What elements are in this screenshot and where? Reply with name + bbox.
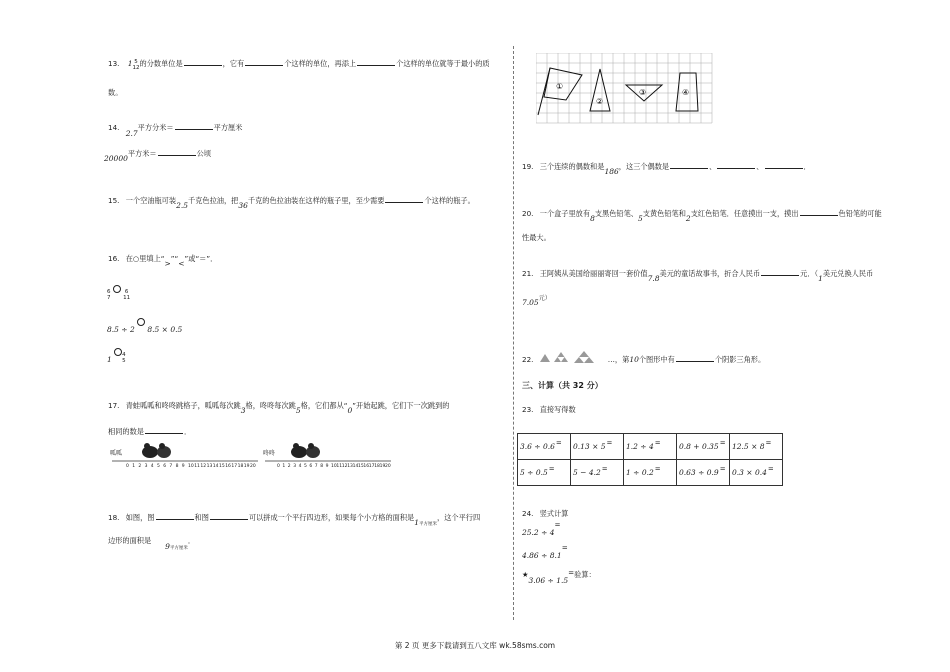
q18-text-4: ，这个平行四 bbox=[437, 513, 481, 522]
q23-title: 直接写得数 bbox=[539, 405, 576, 414]
q18-blank-1[interactable] bbox=[156, 511, 194, 520]
number-line-tick: 2 bbox=[138, 464, 142, 469]
frog-icon bbox=[138, 440, 178, 460]
q13-text-1: 的分数单位是 bbox=[139, 59, 183, 68]
q22-text-3: 个阴影三角形。 bbox=[714, 355, 766, 364]
q24-expr-3 bbox=[522, 568, 596, 585]
q14-number: 14. bbox=[108, 123, 120, 132]
table-row bbox=[518, 434, 783, 460]
calc-expr: 12.5 × 8 bbox=[732, 442, 765, 451]
number-line-tick: 19 bbox=[379, 464, 386, 469]
q16-fraction-c bbox=[122, 352, 126, 364]
q13-frac-denominator: 12 bbox=[132, 65, 140, 71]
q20-text-3: 支黄色铅笔和 bbox=[642, 209, 686, 218]
mental-math-table bbox=[517, 433, 783, 486]
q17-text-4: ”开始起跳，它们下一次跳到的 bbox=[352, 401, 450, 410]
q16-compare-circle-2[interactable] bbox=[137, 318, 145, 326]
q22-value: 10 bbox=[629, 355, 639, 364]
calc-eq: = bbox=[767, 465, 774, 473]
q20-text-6: 性最大。 bbox=[522, 233, 551, 242]
q21-text-1: 王阿姨从美国给丽丽寄回一套价值 bbox=[539, 269, 648, 278]
calc-cell[interactable] bbox=[624, 434, 677, 460]
calc-expr: 0.63 ÷ 0.9 bbox=[679, 468, 719, 477]
q24-expr-1 bbox=[522, 520, 561, 537]
grid-shapes-figure bbox=[536, 53, 716, 125]
q20-value-2: 5 bbox=[637, 214, 643, 223]
calc-eq: = bbox=[765, 439, 772, 447]
q18-text-1: 如图，图 bbox=[125, 513, 155, 522]
q16-r1a-numerator: 6 bbox=[107, 289, 111, 295]
q16-r1a-denominator: 7 bbox=[107, 295, 111, 301]
question-16 bbox=[108, 254, 218, 268]
q16-compare-row-3 bbox=[107, 348, 126, 364]
calc-cell[interactable] bbox=[624, 460, 677, 486]
q24-expr-2-text: 4.86 ÷ 8.1 bbox=[522, 551, 562, 560]
q13-blank-2[interactable] bbox=[245, 57, 283, 66]
q16-compare-row-1 bbox=[107, 285, 130, 301]
question-22 bbox=[522, 351, 765, 365]
q21-number: 21. bbox=[522, 269, 534, 278]
question-20 bbox=[522, 207, 882, 223]
q16-r1b-numerator: 6 bbox=[124, 289, 129, 295]
number-line-tick: 17 bbox=[368, 464, 375, 469]
calc-cell[interactable] bbox=[571, 460, 624, 486]
q20-value-3: 2 bbox=[685, 214, 691, 223]
q19-blank-3[interactable] bbox=[765, 160, 803, 169]
question-14-line-2 bbox=[104, 147, 212, 163]
calc-cell[interactable] bbox=[677, 460, 730, 486]
q24-eq-3: = bbox=[568, 568, 575, 577]
q24-title: 竖式计算 bbox=[539, 509, 569, 518]
frog-label-dongdong: 咚咚 bbox=[263, 450, 276, 457]
q19-value: 186 bbox=[604, 167, 619, 176]
question-19 bbox=[522, 160, 811, 176]
page-footer: 第 2 页 更多下载请到五八文库 wk.58sms.com bbox=[394, 641, 556, 650]
q16-r3b-denominator: 5 bbox=[122, 358, 126, 364]
calc-eq: = bbox=[548, 465, 555, 473]
calc-expr: 0.8 + 0.35 bbox=[679, 442, 719, 451]
q13-mixed-whole: 1 bbox=[127, 59, 133, 68]
number-line-tick: 11 bbox=[336, 464, 343, 469]
q13-fraction bbox=[133, 59, 140, 71]
calc-eq: = bbox=[654, 439, 661, 447]
number-line-tick: 7 bbox=[169, 464, 173, 469]
q15-text-2: 千克色拉油，把 bbox=[188, 196, 239, 205]
number-line-tick: 1 bbox=[132, 464, 136, 469]
q18-text-5: 边形的面积是 bbox=[108, 536, 152, 545]
table-row bbox=[518, 460, 783, 486]
q19-number: 19. bbox=[522, 162, 534, 171]
number-line-tick: 11 bbox=[194, 464, 200, 469]
q13-text-2: ，它有 bbox=[222, 59, 245, 68]
section-3-title: 三、计算（共 32 分） bbox=[522, 381, 603, 390]
q17-number: 17. bbox=[108, 401, 120, 410]
calc-expr: 5 − 4.2 bbox=[573, 468, 601, 477]
q16-text-3: ”或“＝”． bbox=[184, 254, 218, 263]
q16-symbol-lt: < bbox=[178, 259, 185, 268]
q20-text-1: 一个盒子里放有 bbox=[539, 209, 591, 218]
q21-text-4: 美元兑换人民币 bbox=[822, 269, 874, 278]
q19-blank-2[interactable] bbox=[717, 160, 755, 169]
number-line-tick: 1 bbox=[282, 464, 286, 469]
q16-fraction-a bbox=[107, 289, 111, 301]
number-line-tick: 4 bbox=[150, 464, 154, 469]
q19-blank-1[interactable] bbox=[670, 160, 708, 169]
number-line-tick: 17 bbox=[231, 464, 238, 469]
q17-blank[interactable] bbox=[145, 425, 183, 434]
q17-text-2: 格，咚咚每次跳 bbox=[245, 401, 296, 410]
frog-number-line-1 bbox=[110, 440, 260, 480]
q14-blank-2[interactable] bbox=[158, 147, 196, 156]
q16-number: 16. bbox=[108, 254, 120, 263]
number-line-tick: 7 bbox=[314, 464, 318, 469]
calc-expr: 1 ÷ 0.2 bbox=[626, 468, 654, 477]
question-18 bbox=[108, 511, 480, 525]
q16-compare-circle-3[interactable] bbox=[114, 348, 122, 356]
calc-expr: 0.3 × 0.4 bbox=[732, 468, 767, 477]
number-line-tick: 6 bbox=[309, 464, 313, 469]
q22-number: 22. bbox=[522, 355, 534, 364]
q15-blank[interactable] bbox=[385, 194, 423, 203]
q17-text-3: 格，它们都从“ bbox=[300, 401, 348, 410]
q24-expr-1-text: 25.2 ÷ 4 bbox=[522, 528, 555, 537]
q14-blank-1[interactable] bbox=[175, 121, 213, 130]
number-line-tick: 15 bbox=[219, 464, 225, 469]
calc-expr: 1.2 ÷ 4 bbox=[626, 442, 654, 451]
q21-text-2: 美元的童话故事书，折合人民币 bbox=[659, 269, 761, 278]
triangle-pattern-figure bbox=[536, 351, 608, 365]
q13-blank-1[interactable] bbox=[184, 57, 222, 66]
question-17 bbox=[108, 401, 450, 415]
q13-text-3: 个这样的单位，再添上 bbox=[284, 59, 357, 68]
question-13 bbox=[108, 57, 490, 71]
question-21 bbox=[522, 267, 874, 283]
q20-text-5: 色铅笔的可能 bbox=[838, 209, 882, 218]
q17-value-2: 5 bbox=[295, 406, 301, 415]
number-line-tick: 12 bbox=[341, 464, 348, 469]
number-line-tick: 14 bbox=[212, 464, 219, 469]
number-line-tick: 5 bbox=[304, 464, 307, 469]
question-15 bbox=[108, 194, 475, 210]
q16-r3-left: 1 bbox=[107, 355, 112, 364]
q24-expr-3-text: 3.06 ÷ 1.5 bbox=[528, 576, 569, 585]
q20-value-1: 8 bbox=[590, 214, 595, 223]
number-line-tick: 8 bbox=[320, 464, 324, 469]
q14-text-3: 平方米＝ bbox=[127, 149, 157, 158]
q24-expr-2 bbox=[522, 543, 568, 560]
calc-expr: 0.13 × 5 bbox=[573, 442, 606, 451]
shape-label-4: ④ bbox=[682, 88, 690, 97]
q22-text-2: 个图形中有 bbox=[638, 355, 675, 364]
q16-compare-row-2 bbox=[107, 318, 183, 334]
q20-blank[interactable] bbox=[800, 207, 838, 216]
q16-r2-right: 8.5 × 0.5 bbox=[147, 325, 183, 334]
q15-value-1: 2.5 bbox=[176, 201, 188, 210]
number-line-tick: 20 bbox=[250, 464, 256, 469]
calc-cell[interactable] bbox=[730, 434, 783, 460]
calc-eq: = bbox=[555, 439, 562, 447]
question-24 bbox=[522, 509, 569, 519]
q17-value-1: 3 bbox=[240, 406, 246, 415]
frog-number-line-2 bbox=[263, 440, 393, 480]
calc-eq: = bbox=[719, 465, 726, 473]
number-line-tick: 20 bbox=[385, 464, 391, 469]
calc-eq: = bbox=[606, 439, 613, 447]
q18-value-2: 9 bbox=[165, 542, 170, 551]
number-line-tick: 0 bbox=[126, 464, 129, 469]
calc-cell[interactable] bbox=[677, 434, 730, 460]
number-line-tick: 14 bbox=[352, 464, 359, 469]
calc-cell[interactable] bbox=[571, 434, 624, 460]
q15-text-4: 个这样的瓶子。 bbox=[424, 196, 475, 205]
q20-number: 20. bbox=[522, 209, 534, 218]
q19-text-3: ． bbox=[803, 162, 811, 171]
question-23 bbox=[522, 405, 576, 415]
question-14-line-1 bbox=[108, 121, 243, 138]
number-line-tick: 5 bbox=[157, 464, 160, 469]
number-line-tick: 3 bbox=[144, 464, 148, 469]
q21-text-3: 元．（ bbox=[800, 269, 819, 278]
q21-value-2: 1 bbox=[818, 274, 823, 283]
number-line-tick: 0 bbox=[277, 464, 280, 469]
q15-text-3: 千克的色拉油装在这样的瓶子里，至少需要 bbox=[247, 196, 385, 205]
number-line-tick: 16 bbox=[225, 464, 231, 469]
q17-line-2 bbox=[108, 425, 191, 437]
q17-value-3: 0 bbox=[347, 406, 353, 415]
number-line-tick: 9 bbox=[181, 464, 185, 469]
q24-eq-2: = bbox=[561, 543, 568, 552]
number-line-tick: 10 bbox=[188, 464, 194, 469]
number-line-tick: 16 bbox=[363, 464, 370, 469]
number-line-tick: 8 bbox=[175, 464, 179, 469]
number-line-tick: 6 bbox=[163, 464, 167, 469]
q18-text-6: ． bbox=[187, 536, 196, 545]
q19-sep-1: 、 bbox=[709, 162, 717, 171]
q16-compare-circle-1[interactable] bbox=[113, 285, 121, 293]
number-line-tick: 9 bbox=[325, 464, 329, 469]
number-line-tick: 13 bbox=[347, 464, 353, 469]
q13-blank-3[interactable] bbox=[357, 57, 395, 66]
q16-r1b-denominator: 11 bbox=[123, 295, 131, 301]
q15-number: 15. bbox=[108, 196, 120, 205]
calc-cell[interactable] bbox=[730, 460, 783, 486]
number-line-tick: 15 bbox=[358, 464, 364, 469]
q13-number: 13. bbox=[108, 59, 120, 68]
q21-text-5: 元） bbox=[538, 295, 551, 302]
q21-value-1: 7.8 bbox=[647, 274, 660, 283]
q18-text-2: 和图 bbox=[194, 513, 209, 522]
q16-r2-left: 8.5 ÷ 2 bbox=[107, 325, 135, 334]
q19-text-1: 三个连续的偶数和是 bbox=[539, 162, 605, 171]
number-line-tick: 13 bbox=[206, 464, 213, 469]
number-line-tick: 2 bbox=[287, 464, 291, 469]
q14-text-1: 平方分米＝ bbox=[137, 123, 174, 132]
frog-icon-2 bbox=[287, 440, 327, 460]
q14-text-2: 平方厘米 bbox=[213, 123, 243, 132]
q17-text-6: ． bbox=[183, 427, 192, 436]
q16-fraction-b bbox=[123, 289, 130, 301]
number-line-tick: 18 bbox=[374, 464, 380, 469]
q21-blank[interactable] bbox=[761, 267, 799, 276]
number-line-tick: 10 bbox=[331, 464, 337, 469]
q24-eq-1: = bbox=[554, 520, 561, 529]
q22-text-1: …，第 bbox=[607, 355, 630, 364]
calc-eq: = bbox=[719, 439, 726, 447]
q13-text-5: 数。 bbox=[108, 88, 123, 97]
q18-line-2 bbox=[108, 536, 196, 551]
q17-text-1: 青蛙呱呱和咚咚跳格子，呱呱每次跳 bbox=[125, 401, 241, 410]
calc-expr: 5 ÷ 0.5 bbox=[520, 468, 548, 477]
q20-text-4: 支红色铅笔．任意摸出一支，摸出 bbox=[690, 209, 799, 218]
number-line-tick: 12 bbox=[200, 464, 207, 469]
shape-label-3: ③ bbox=[639, 88, 647, 97]
q18-unit-2: 平方厘米 bbox=[169, 546, 188, 551]
calc-expr: 3.6 ÷ 0.6 bbox=[520, 442, 555, 451]
number-line-tick: 4 bbox=[298, 464, 302, 469]
q16-text-2: ”“ bbox=[170, 254, 179, 263]
q13-frac-numerator: 5 bbox=[134, 59, 138, 65]
q18-unit-1: 平方厘米 bbox=[419, 522, 437, 527]
q15-text-1: 一个空油瓶可装 bbox=[125, 196, 177, 205]
number-line-tick: 3 bbox=[293, 464, 297, 469]
q16-symbol-gt: > bbox=[164, 259, 171, 268]
calc-cell[interactable] bbox=[518, 434, 571, 460]
q17-text-5: 相同的数是 bbox=[108, 427, 144, 436]
frog-label-guagua: 呱呱 bbox=[110, 450, 123, 457]
q14-value-1: 2.7 bbox=[125, 129, 138, 138]
q16-text-1: 在○里填上“ bbox=[125, 254, 165, 263]
shape-label-1: ① bbox=[556, 82, 564, 91]
q14-value-2: 20000 bbox=[104, 154, 128, 163]
calc-cell[interactable] bbox=[518, 460, 571, 486]
q21-line-2 bbox=[522, 293, 551, 307]
calc-eq: = bbox=[601, 465, 608, 473]
q21-value-3: 7.05 bbox=[522, 298, 539, 307]
q22-blank[interactable] bbox=[676, 353, 714, 362]
number-line-tick: 19 bbox=[243, 464, 250, 469]
q13-text-4: 个这样的单位就等于最小的质 bbox=[396, 59, 490, 68]
q20-text-2: 支黑色铅笔、 bbox=[594, 209, 638, 218]
shape-label-2: ② bbox=[596, 97, 604, 106]
q16-r3b-numerator: 4 bbox=[122, 352, 126, 358]
q19-text-2: ，这三个偶数是 bbox=[618, 162, 670, 171]
q18-text-3: 可以拼成一个平行四边形，如果每个小方格的面积是 bbox=[248, 513, 415, 522]
q14-text-4: 公顷 bbox=[196, 149, 212, 158]
q18-blank-2[interactable] bbox=[210, 511, 248, 520]
q18-value-1: 1 bbox=[414, 518, 419, 527]
star-icon: ★ bbox=[522, 570, 529, 579]
q19-sep-2: 、 bbox=[756, 162, 764, 171]
column-divider bbox=[513, 46, 514, 620]
q23-number: 23. bbox=[522, 405, 534, 414]
q24-check-label: 验算： bbox=[574, 570, 596, 579]
q18-number: 18. bbox=[108, 513, 120, 522]
q24-number: 24. bbox=[522, 509, 534, 518]
q15-value-2: 36 bbox=[238, 201, 248, 210]
calc-eq: = bbox=[654, 465, 661, 473]
number-line-tick: 18 bbox=[237, 464, 244, 469]
